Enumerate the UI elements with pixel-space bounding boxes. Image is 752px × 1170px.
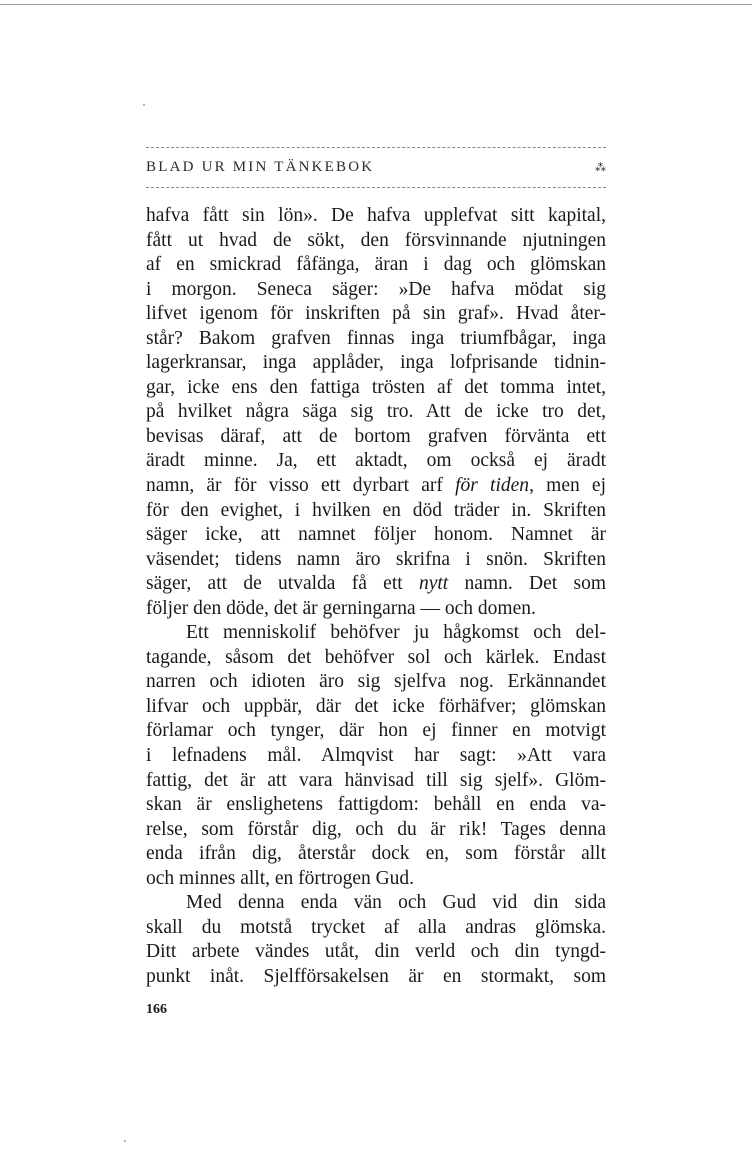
text-line: följer den döde, det är gerningarna — och domen.	[146, 597, 536, 619]
text-line: lifvar och uppbär, där det icke förhäfver; glömskan	[146, 695, 606, 717]
text-line: hafva fått sin lön». De hafva upplefvat sitt kapital,	[146, 205, 606, 226]
emphasis-for-tiden: för tiden	[455, 475, 530, 497]
text-line: skall du motstå trycket af alla andras glömska.	[146, 916, 606, 938]
text-line: i morgon. Seneca säger: »De hafva mödat sig	[146, 278, 606, 300]
text-line: skan är enslighetens fattigdom: behåll en enda va-	[146, 794, 606, 816]
text-line: i lefnadens mål. Almqvist har sagt: »Att vara	[146, 745, 606, 767]
page-top-edge	[0, 4, 752, 5]
running-head	[146, 157, 606, 181]
text-line: fattig, det är att vara hänvisad till sig sjelf». Glöm-	[146, 769, 606, 791]
text-line: punkt inåt. Sjelfförsakelsen är en stormakt, som	[146, 965, 606, 987]
paper-speck	[124, 1140, 126, 1142]
text-line: enda ifrån dig, återstår dock en, som förstår allt	[146, 843, 606, 865]
text-line: säger icke, att namnet följer honom. Namnet är	[146, 524, 606, 546]
text-line: för den evighet, i hvilken en död träder in. Skriften	[146, 499, 606, 521]
text-line: fått ut hvad de sökt, den försvinnande njutningen	[146, 229, 606, 251]
page-number: 166	[146, 1002, 167, 1017]
text-line: lagerkransar, inga applåder, inga lofprisande tidnin-	[146, 352, 606, 374]
emphasis-nytt: nytt	[418, 573, 449, 595]
header-rule-top	[146, 147, 606, 148]
text-line: relse, som förstår dig, och du är rik! Tages denna	[146, 818, 606, 840]
body-text	[146, 204, 606, 990]
paragraph-start-line: Med denna enda vän och Gud vid din sida	[186, 892, 606, 914]
paragraph-start-line: Ett menniskolif behöfver ju hågkomst och del-	[186, 622, 606, 644]
asterism-ornament: ⁂	[595, 162, 606, 174]
text-line: förlamar och tynger, där hon ej finner en motvigt	[146, 720, 606, 742]
text-line: Ditt arbete vändes utåt, din verld och din tyngd-	[146, 941, 606, 963]
text-line: väsendet; tidens namn äro skrifna i snön. Skriften	[146, 548, 606, 570]
text-line: står? Bakom grafven finnas inga triumfbågar, inga	[146, 327, 606, 349]
text-line: af en smickrad fåfänga, äran i dag och glömskan	[146, 254, 606, 276]
running-head-title: BLAD UR MIN TÄNKEBOK	[146, 159, 375, 175]
text-line: och minnes allt, en förtrogen Gud.	[146, 867, 415, 889]
text-line: på hvilket några säga sig tro. Att de icke tro det,	[146, 401, 606, 423]
text-line: säger, att de utvalda få ett nytt namn. Det som	[146, 573, 606, 595]
text-line: namn, är för visso ett dyrbart arf för tiden, men ej	[146, 475, 607, 497]
paper-speck	[143, 104, 145, 106]
text-line: äradt minne. Ja, ett aktadt, om också ej äradt	[146, 450, 606, 472]
text-line: tagande, såsom det behöfver sol och kärlek. Endast	[146, 646, 606, 668]
text-line: lifvet igenom för inskriften på sin graf». Hvad åter-	[146, 303, 606, 325]
header-rule-bottom	[146, 187, 606, 188]
text-line: gar, icke ens den fattiga trösten af det tomma intet,	[146, 376, 606, 398]
text-line: narren och idioten äro sig sjelfva nog. Erkännandet	[146, 671, 606, 693]
text-line: bevisas däraf, att de bortom grafven förvänta ett	[146, 425, 606, 447]
